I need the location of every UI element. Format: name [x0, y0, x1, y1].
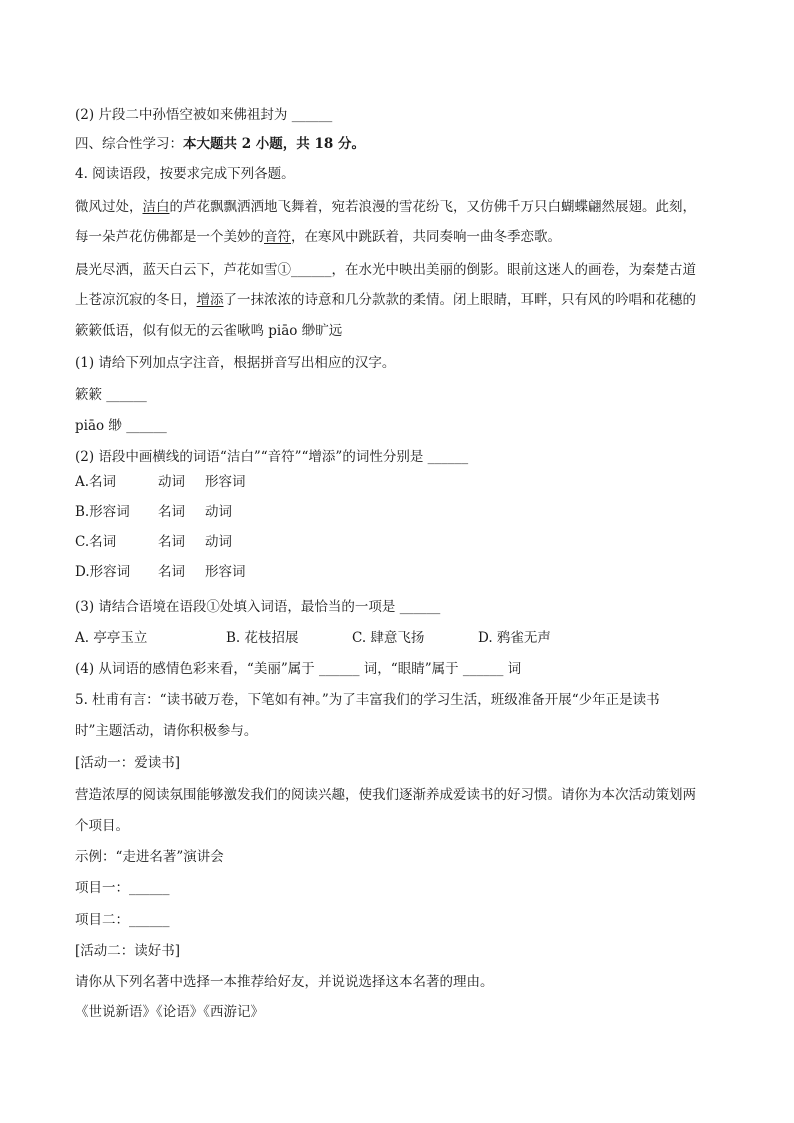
question-4-1: (1) 请给下列加点字注音，根据拼音写出相应的汉字。 — [75, 355, 396, 371]
passage-text: 每一朵芦花仿佛都是一个美妙的 — [75, 229, 264, 245]
activity-2-text: 请你从下列名著中选择一本推荐给好友，并说说选择这本名著的理由。 — [75, 974, 494, 990]
activity-1-heading: [活动一：爱读书] — [75, 755, 181, 771]
section-4-heading-score: 本大题共 2 小题，共 18 分。 — [183, 136, 365, 152]
question-4-1-item-b: piāo 缈 ______ — [75, 418, 167, 434]
option-c-word3: 动词 — [205, 534, 232, 550]
passage-text: 微风过处， — [75, 199, 143, 215]
underlined-word-jiebai: 洁白 — [142, 199, 170, 215]
question-4-4: (4) 从词语的感情色彩来看，“美丽”属于 ______ 词，“眼睛”属于 ______ 词 — [75, 661, 522, 677]
activity-2-heading: [活动二：读好书] — [75, 943, 181, 959]
option-c-word2: 名词 — [158, 534, 185, 550]
question-4-3: (3) 请结合语境在语段①处填入词语，最恰当的一项是 ______ — [75, 599, 441, 615]
q4-3-option-a: A. 亭亭玉立 — [75, 630, 148, 646]
activity-1-text-1: 营造浓厚的阅读氛围能够激发我们的阅读兴趣，使我们逐渐养成爱读书的好习惯。请你为本次活动策划两 — [75, 787, 696, 803]
passage-text: 的芦花飘飘洒洒地飞舞着，宛若浪漫的雪花纷飞，又仿佛千万只白蝴蝶翩然展翅。此刻， — [169, 199, 696, 215]
option-a-word3: 形容词 — [205, 474, 246, 490]
passage-line-2 — [75, 228, 561, 246]
option-b-word3: 动词 — [205, 504, 232, 520]
passage-text: 上苍凉沉寂的冬日， — [75, 292, 197, 308]
project-1-line: 项目一：______ — [75, 880, 170, 896]
question-4-1-item-a: 簌簌 ______ — [75, 387, 147, 403]
option-d-label: D.形容词 — [75, 564, 131, 580]
option-a-word2: 动词 — [158, 474, 185, 490]
question-4-intro: 4. 阅读语段，按要求完成下列各题。 — [75, 166, 295, 182]
book-list: 《世说新语》《论语》《西游记》 — [75, 1004, 264, 1020]
question-2-fragment: (2) 片段二中孙悟空被如来佛祖封为 ______ — [75, 107, 333, 123]
passage-line-5: 簌簌低语，似有似无的云雀啾鸣 piāo 缈旷远 — [75, 323, 343, 339]
q4-3-option-c: C. 肆意飞扬 — [352, 630, 425, 646]
q4-3-option-d: D. 鸦雀无声 — [478, 630, 551, 646]
question-4-2: (2) 语段中画横线的词语“洁白”“音符”“增添”的词性分别是 ______ — [75, 449, 469, 465]
underlined-word-zengtian: 增添 — [196, 292, 224, 308]
passage-line-1 — [75, 198, 696, 216]
example-line: 示例：“走进名著”演讲会 — [75, 849, 224, 865]
passage-line-4 — [75, 291, 696, 309]
option-d-word2: 名词 — [158, 564, 185, 580]
option-c-label: C.名词 — [75, 534, 117, 550]
question-5-line-1: 5. 杜甫有言：“读书破万卷，下笔如有神。”为了丰富我们的学习生活，班级准备开展“少年正是读书 — [75, 692, 660, 708]
passage-text: 了一抹浓浓的诗意和几分款款的柔情。闭上眼睛，耳畔，只有风的吟唱和花穗的 — [223, 292, 696, 308]
section-4-heading — [75, 135, 365, 153]
q4-3-option-b: B. 花枝招展 — [226, 630, 299, 646]
option-a-label: A.名词 — [75, 474, 117, 490]
option-b-word2: 名词 — [158, 504, 185, 520]
underlined-word-yinfu: 音符 — [264, 229, 291, 245]
project-2-line: 项目二：______ — [75, 912, 170, 928]
section-4-heading-label: 四、综合性学习： — [75, 136, 183, 152]
passage-text: ，在寒风中跳跃着，共同奏响一曲冬季恋歌。 — [291, 229, 561, 245]
question-5-line-2: 时”主题活动，请你积极参与。 — [75, 723, 258, 739]
option-d-word3: 形容词 — [205, 564, 246, 580]
passage-line-3: 晨光尽洒，蓝天白云下，芦花如雪①______，在水光中映出美丽的倒影。眼前这迷人的画卷，为秦楚古道 — [75, 262, 696, 278]
activity-1-text-2: 个项目。 — [75, 818, 129, 834]
option-b-label: B.形容词 — [75, 504, 130, 520]
